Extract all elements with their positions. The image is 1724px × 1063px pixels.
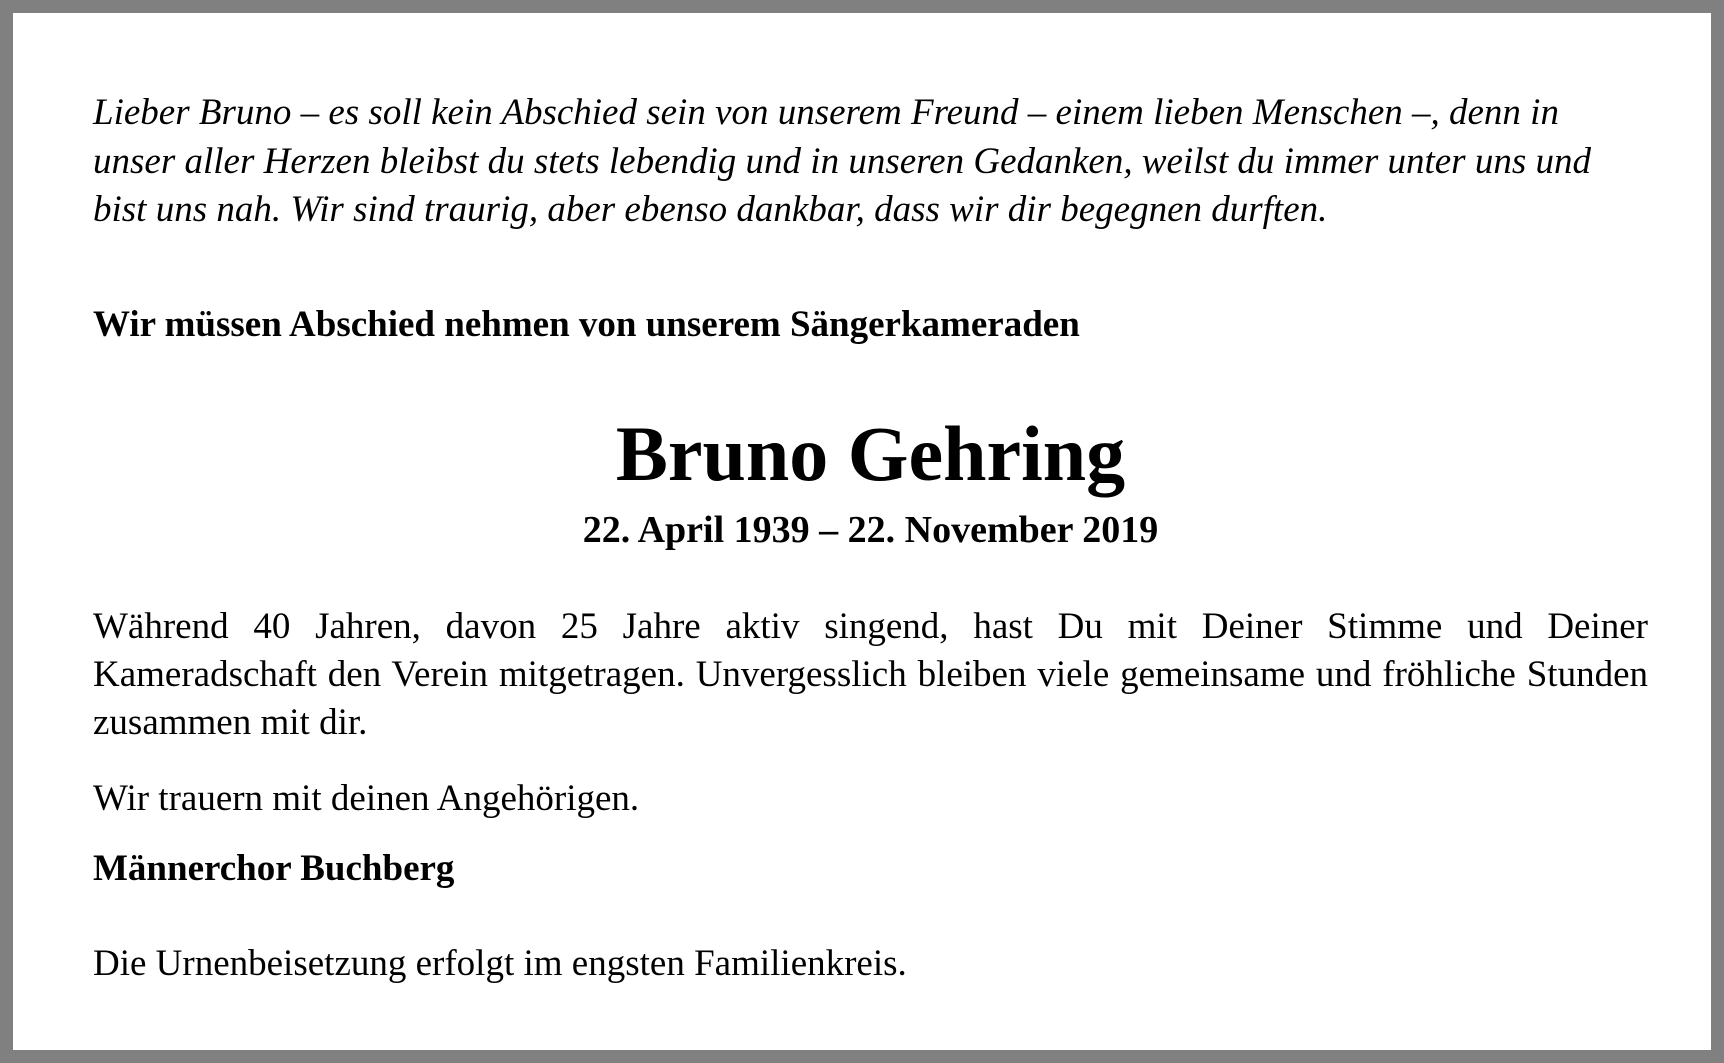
mourning-line: Wir trauern mit deinen Angehörigen. xyxy=(93,778,640,819)
signature-choir: Männerchor Buchberg xyxy=(93,848,455,889)
intro-line: Wir müssen Abschied nehmen von unserem Sängerkameraden xyxy=(93,304,1080,345)
deceased-name: Bruno Gehring xyxy=(615,410,1126,497)
life-dates: 22. April 1939 – 22. November 2019 xyxy=(582,509,1159,551)
notice-frame xyxy=(13,13,1711,1050)
tribute-paragraph: Während 40 Jahren, davon 25 Jahre aktiv singend, hast Du mit Deiner Stimme und Deiner Kameradschaft den Verein mitgetragen. Unvergesslich bleiben viele gemeinsame und fröhliche Stunden zusammen mit dir. xyxy=(93,606,1648,743)
farewell-quote: Lieber Bruno – es soll kein Abschied sein von unserem Freund – einem lieben Menschen –, denn in unser aller Herzen bleibst du stets lebendig und in unseren Gedanken, weilst du immer unter uns und bist uns nah. Wir sind traurig, aber ebenso dankbar, dass wir dir begegnen durften. xyxy=(93,92,1591,230)
burial-note: Die Urnenbeisetzung erfolgt im engsten Familienkreis. xyxy=(93,943,907,984)
